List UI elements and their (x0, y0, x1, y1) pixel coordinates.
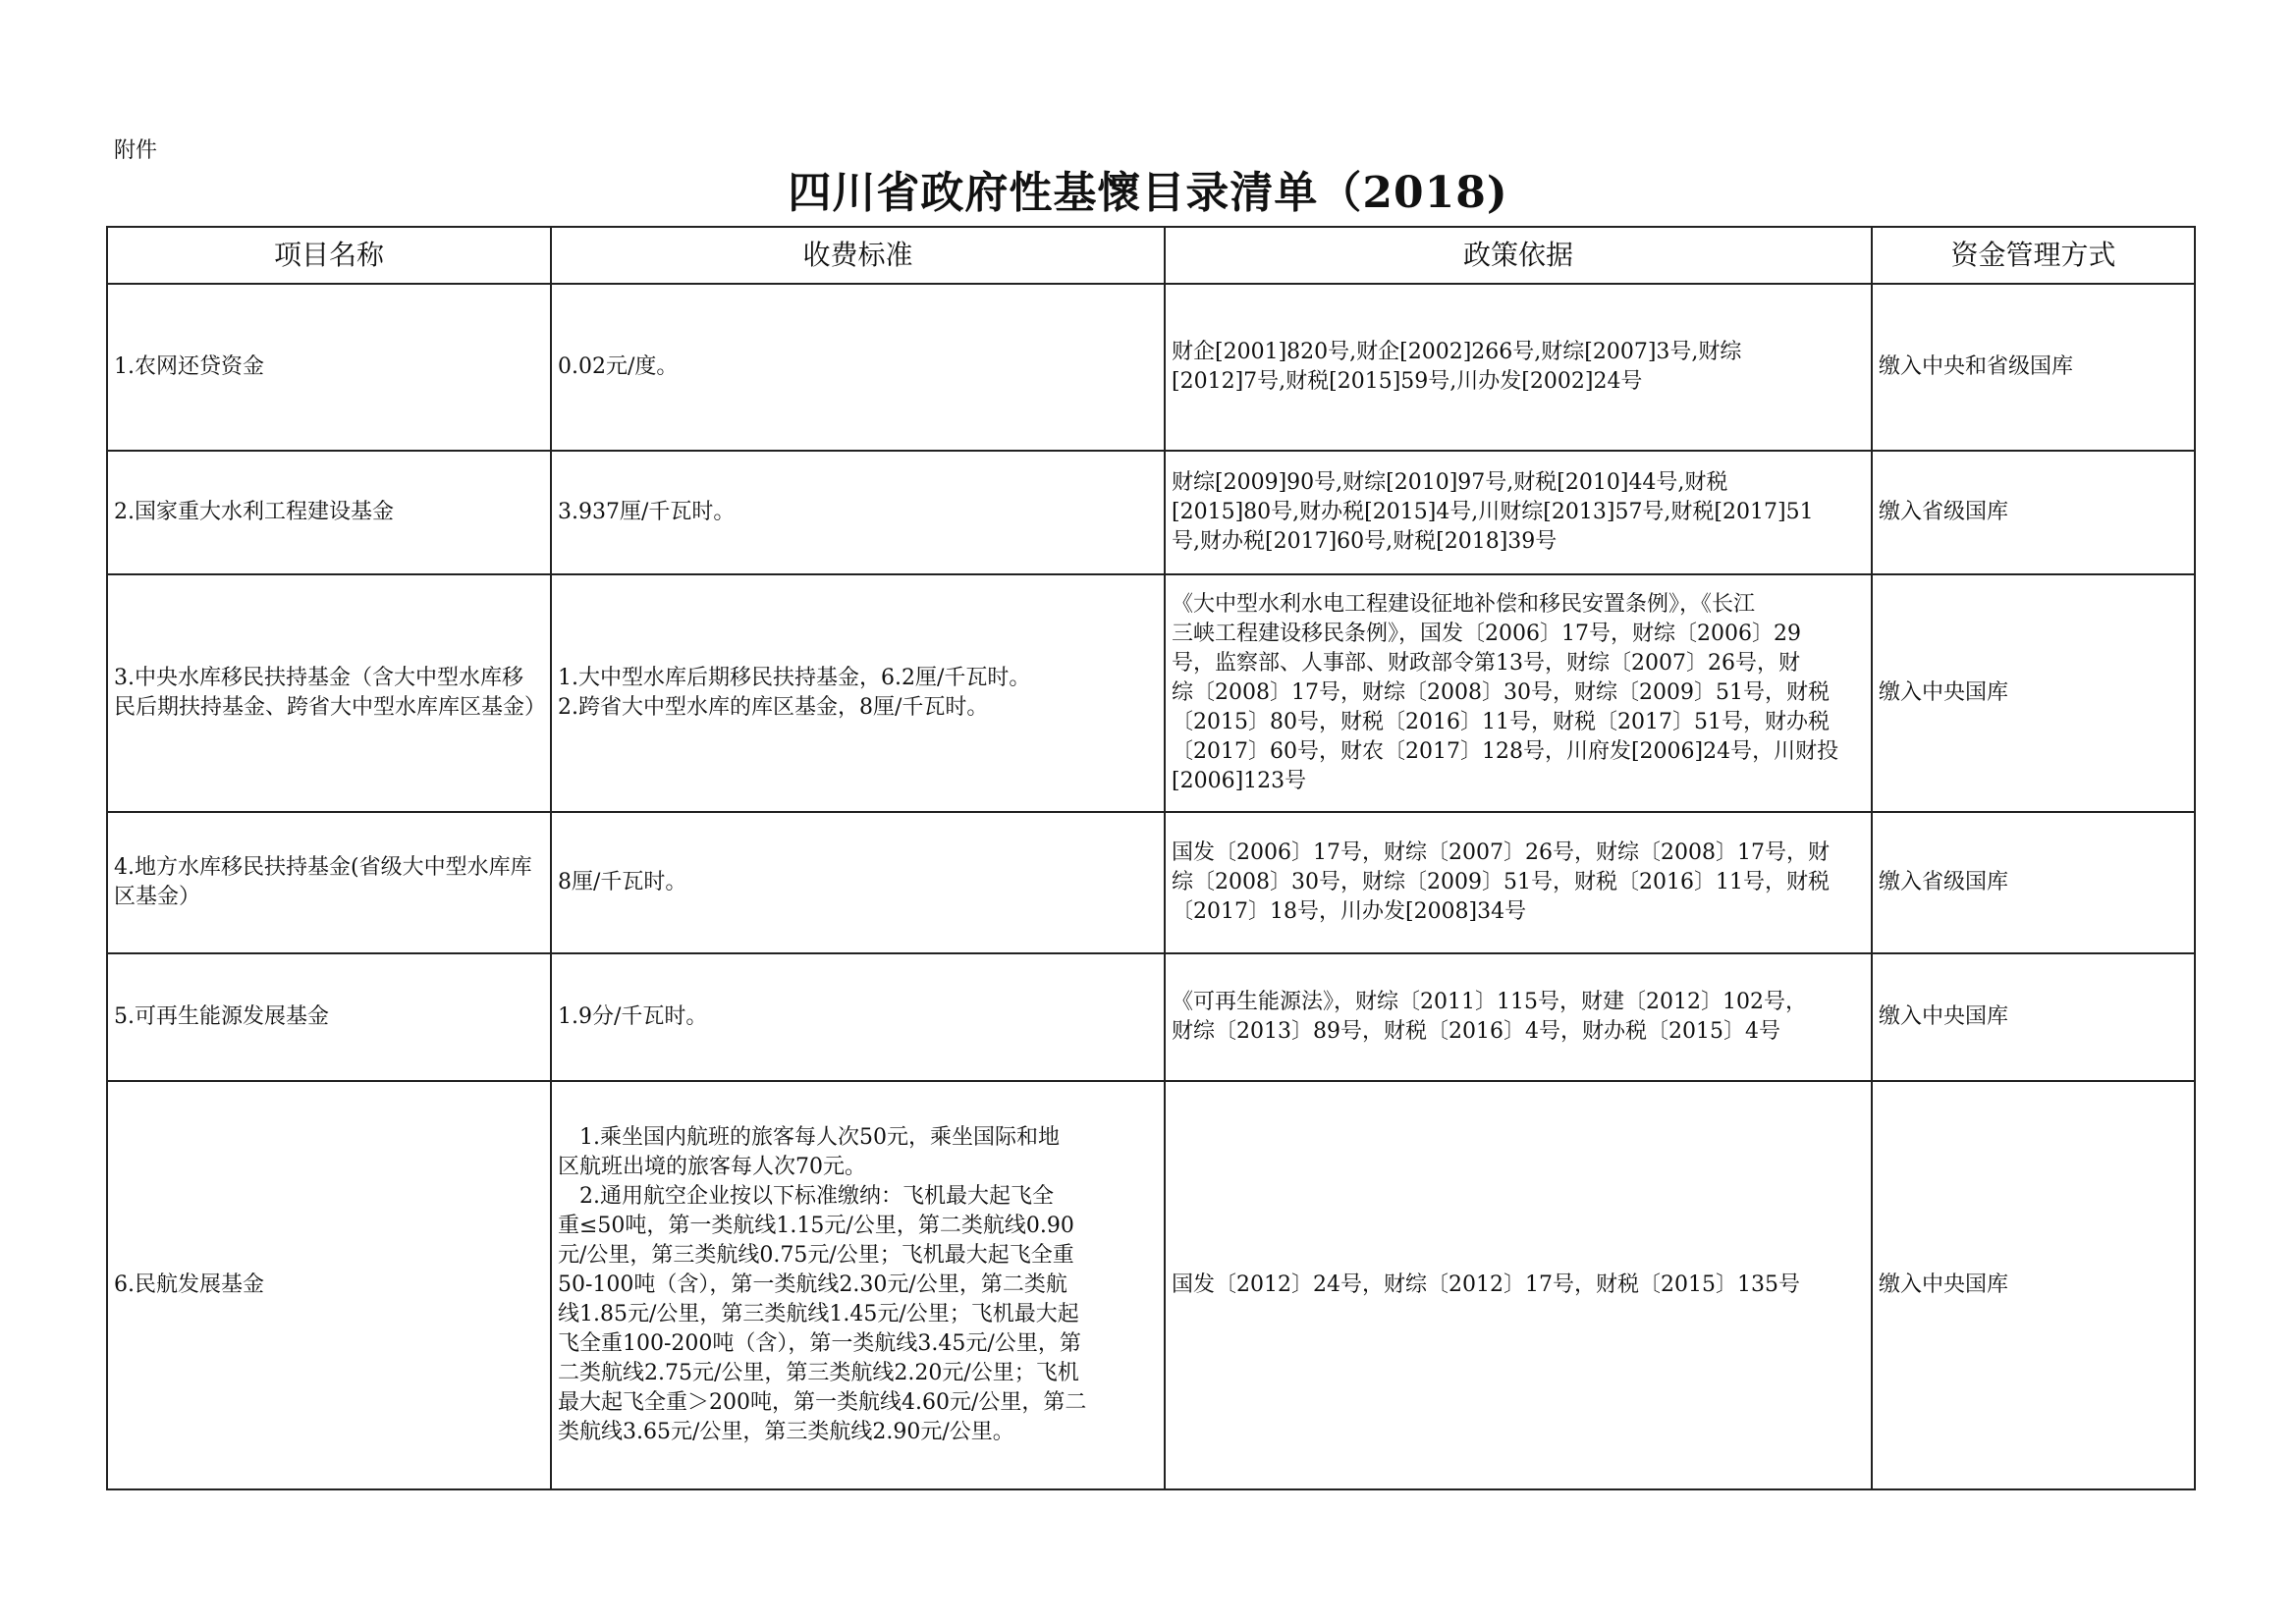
table-row (107, 451, 2195, 574)
project-name-cell: 3.中央水库移民扶持基金（含大中型水库移民后期扶持基金、跨省大中型水库库区基金） (107, 574, 551, 812)
header-project-name: 项目名称 (107, 227, 551, 284)
header-fund-management: 资金管理方式 (1872, 227, 2195, 284)
fee-standard-cell: 8厘/千瓦时。 (551, 812, 1165, 953)
policy-basis-cell: 《可再生能源法》，财综〔2011〕115号，财建〔2012〕102号， 财综〔2013〕89号，财税〔2016〕4号，财办税〔2015〕4号 (1165, 953, 1872, 1081)
fee-standard-cell: 1.9分/千瓦时。 (551, 953, 1165, 1081)
policy-basis-cell: 财综[2009]90号,财综[2010]97号,财税[2010]44号,财税 [2015]80号,财办税[2015]4号,川财综[2013]57号,财税[2017]51 号,财办税[2017]60号,财税[2018]39号 (1165, 451, 1872, 574)
table-row (107, 953, 2195, 1081)
policy-basis-cell: 《大中型水利水电工程建设征地补偿和移民安置条例》，《长江 三峡工程建设移民条例》，国发〔2006〕17号，财综〔2006〕29 号，监察部、人事部、财政部令第13号，财综〔2007〕26号，财 综〔2008〕17号，财综〔2008〕30号，财综〔2009〕51号，财税 〔2015〕80号，财税〔2016〕11号，财税〔2017〕51号，财办税 〔2017〕60号，财农〔2017〕128号，川府发[2006]24号，川财投 [2006]123号 (1165, 574, 1872, 812)
table-row (107, 812, 2195, 953)
table-row (107, 284, 2195, 451)
header-row (107, 227, 2195, 284)
header-policy-basis: 政策依据 (1165, 227, 1872, 284)
project-name-cell: 6.民航发展基金 (107, 1081, 551, 1489)
policy-basis-cell: 国发〔2006〕17号，财综〔2007〕26号，财综〔2008〕17号，财 综〔2008〕30号，财综〔2009〕51号，财税〔2016〕11号，财税 〔2017〕18号，川办发[2008]34号 (1165, 812, 1872, 953)
project-name-cell: 1.农网还贷资金 (107, 284, 551, 451)
fee-standard-cell: 3.937厘/千瓦时。 (551, 451, 1165, 574)
fee-standard-cell: 0.02元/度。 (551, 284, 1165, 451)
header-fee-standard: 收费标准 (551, 227, 1165, 284)
project-name-cell: 4.地方水库移民扶持基金(省级大中型水库库区基金） (107, 812, 551, 953)
page-title: 四川省政府性基懷目录清单（2018) (788, 168, 1508, 218)
fund-management-cell: 缴入中央国库 (1872, 953, 2195, 1081)
attachment-label: 附件 (114, 138, 158, 163)
fund-management-cell: 缴入中央国库 (1872, 574, 2195, 812)
project-name-cell: 2.国家重大水利工程建设基金 (107, 451, 551, 574)
policy-basis-cell: 财企[2001]820号,财企[2002]266号,财综[2007]3号,财综 [2012]7号,财税[2015]59号,川办发[2002]24号 (1165, 284, 1872, 451)
fee-standard-cell: 1.乘坐国内航班的旅客每人次50元，乘坐国际和地 区航班出境的旅客每人次70元。 2.通用航空企业按以下标准缴纳：飞机最大起飞全 重≤50吨，第一类航线1.15元/公里，第二类航线0.90 元/公里，第三类航线0.75元/公里；飞机最大起飞全重 50-100吨（含），第一类航线2.30元/公里，第二类航 线1.85元/公里，第三类航线1.45元/公里；飞机最大起 飞全重100-200吨（含），第一类航线3.45元/公里，第 二类航线2.75元/公里，第三类航线2.20元/公里；飞机 最大起飞全重＞200吨，第一类航线4.60元/公里，第二 类航线3.65元/公里，第三类航线2.90元/公里。 (551, 1081, 1165, 1489)
fund-management-cell: 缴入省级国库 (1872, 812, 2195, 953)
fee-standard-cell: 1.大中型水库后期移民扶持基金，6.2厘/千瓦时。 2.跨省大中型水库的库区基金，8厘/千瓦时。 (551, 574, 1165, 812)
fund-management-cell: 缴入中央和省级国库 (1872, 284, 2195, 451)
fund-management-cell: 缴入省级国库 (1872, 451, 2195, 574)
table-row (107, 1081, 2195, 1489)
table-row (107, 574, 2195, 812)
fund-management-cell: 缴入中央国库 (1872, 1081, 2195, 1489)
fund-catalog-table (106, 226, 2196, 1490)
project-name-cell: 5.可再生能源发展基金 (107, 953, 551, 1081)
policy-basis-cell: 国发〔2012〕24号，财综〔2012〕17号，财税〔2015〕135号 (1165, 1081, 1872, 1489)
